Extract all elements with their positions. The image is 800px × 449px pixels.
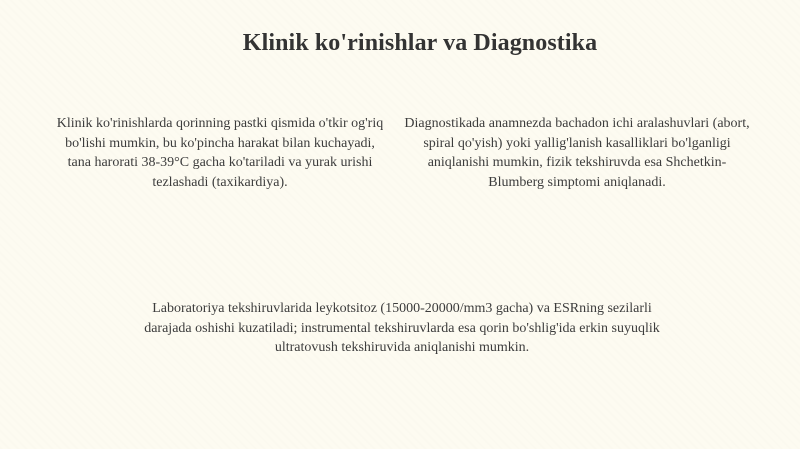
slide-title: Klinik ko'rinishlar va Diagnostika xyxy=(242,30,598,56)
diagnostics-text: Diagnostikada anamnezda bachadon ichi aralashuvlari (abort, spiral qo'yish) yoki yallig'lanish kasalliklari bo'lganligi aniqlanishi mumkin, fizik tekshiruvda esa Shchetkin-Blumberg simptomi aniqlanadi. xyxy=(404,116,750,190)
laboratory-text: Laboratoriya tekshiruvlarida leykotsitoz (15000-20000/mm3 gacha) va ESRning sezilarli darajada oshishi kuzatiladi; instrumental tekshiruvlarda esa qorin bo'shlig'ida erkin suyuqlik ultratovush tekshiruvida aniqlanishi mumkin. xyxy=(144,301,660,355)
clinical-signs-text: Klinik ko'rinishlarda qorinning pastki qismida o'tkir og'riq bo'lishi mumkin, bu ko'pincha harakat bilan kuchayadi, tana harorati 38-39°C gacha ko'tariladi va yurak urishi tezlashadi (taxikardiya). xyxy=(56,116,384,190)
